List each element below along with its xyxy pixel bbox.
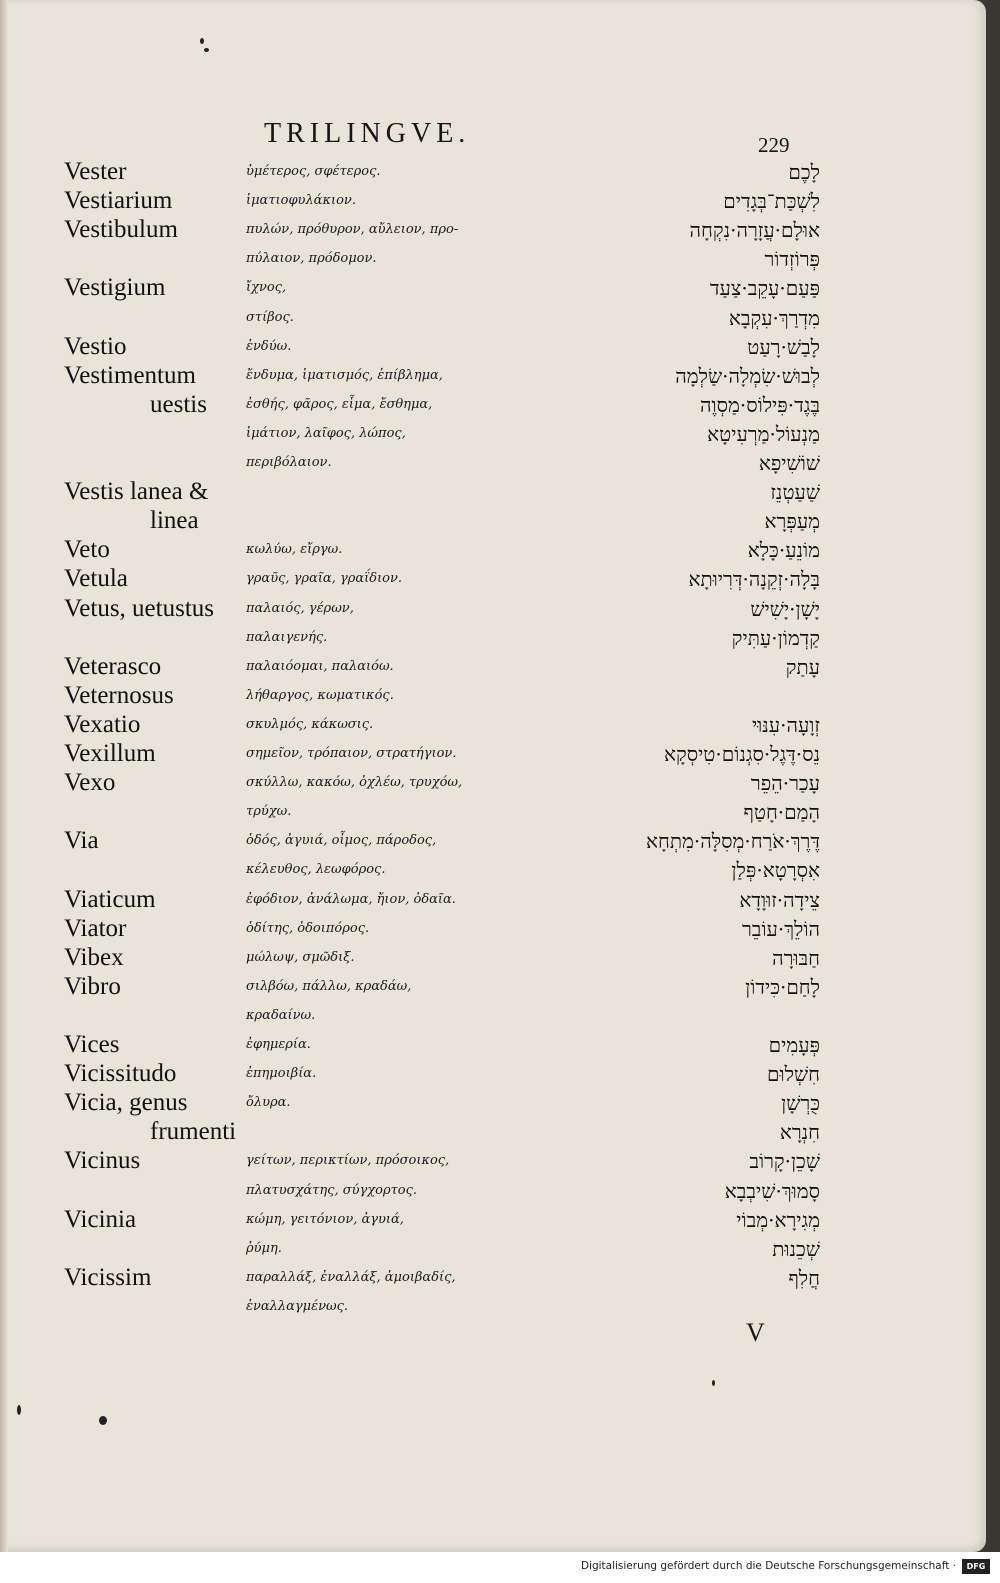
latin-headword: Viator [64, 914, 127, 942]
hebrew-gloss: שׁוֹשִׁיפָא [758, 451, 820, 475]
greek-gloss: ἐπημοιβία. [246, 1066, 317, 1082]
entry-row [0, 711, 986, 740]
catchword: V [746, 1318, 765, 1347]
hebrew-gloss: פַּעַם·עָקֵב·צַעַד [709, 276, 820, 301]
latin-headword: uestis [150, 390, 207, 418]
greek-gloss: παραλλάξ, ἐναλλάξ, ἀμοιβαδίς, [246, 1269, 456, 1285]
latin-headword: Via [64, 827, 99, 855]
hebrew-gloss: מוֹנֵעַ·כָּלָא [747, 538, 820, 563]
hebrew-gloss: חִשְׁלוּם [767, 1062, 820, 1087]
latin-headword: Vicissim [64, 1263, 152, 1291]
hebrew-gloss: חֲלִף [788, 1265, 820, 1290]
latin-headword: Vestis lanea & [64, 478, 209, 506]
page-number: 229 [758, 133, 790, 157]
hebrew-gloss: מְגִירָא·מְבוֹי [736, 1207, 820, 1232]
greek-gloss: ἐφημερία. [246, 1037, 311, 1052]
hebrew-gloss: עָתַק [785, 654, 820, 679]
ink-speck [712, 1380, 715, 1386]
greek-gloss: ἐφόδιον, ἀνάλωμα, ἤιον, ὀδαῖα. [246, 891, 456, 907]
latin-headword: frumenti [150, 1118, 237, 1146]
entry-row [0, 682, 986, 711]
entry-row [0, 507, 986, 536]
greek-gloss: παλαιόομαι, παλαιόω. [246, 658, 394, 674]
dfg-logo: DFG [962, 1559, 990, 1574]
hebrew-gloss: אוּלָם·עֲזָרָה·נִקְחָה [689, 218, 820, 243]
hebrew-gloss: בָּלָה·זְקֵנָה·דְּרִיוּתָא [688, 567, 820, 592]
greek-gloss: κώμη, γειτόνιον, ἀγυιά, [246, 1211, 404, 1227]
hebrew-gloss: פְּרוֹזְדוֹר [764, 247, 820, 272]
entry-row [0, 274, 986, 303]
greek-gloss: κραδαίνω. [246, 1007, 316, 1023]
latin-headword: Vestigium [64, 274, 166, 302]
entry-row [0, 856, 986, 885]
entry-row [0, 915, 986, 944]
hebrew-gloss: בֶּגֶד·פִּילוֹס·מַסְוֶה [700, 392, 820, 417]
entry-row [0, 1002, 986, 1031]
latin-headword: Vicissitudo [64, 1060, 177, 1088]
hebrew-gloss: שְׁכֵנוּת [772, 1236, 820, 1261]
hebrew-gloss: חִנְרָא [779, 1120, 820, 1145]
entry-row [0, 1177, 986, 1206]
latin-headword: Vestibulum [64, 216, 178, 244]
latin-headword: Veterasco [64, 652, 162, 680]
entry-row [0, 1031, 986, 1060]
latin-headword: Vexillum [64, 740, 156, 767]
latin-headword: Vetus, uetustus [64, 594, 214, 622]
latin-headword: Viaticum [64, 885, 156, 913]
greek-gloss: πλατυσχάτης, σύγχορτος. [246, 1182, 418, 1198]
entry-row [0, 1235, 986, 1264]
greek-gloss: ἐνδύω. [246, 338, 292, 354]
greek-gloss: κέλευθος, λεωφόρος. [246, 862, 386, 878]
footer-bar [0, 1552, 1000, 1583]
greek-gloss: ἐσθής, φᾶρος, εἷμα, ἔσθημα, [246, 396, 433, 412]
latin-headword: Vetula [64, 565, 128, 593]
footer-credit: Digitalisierung gefördert durch die Deutsche Forschungsgemeinschaft · [580, 1560, 956, 1572]
latin-headword: Vestiarium [64, 187, 173, 215]
entry-row [0, 624, 986, 653]
hebrew-gloss: לָבַשׁ·רָעַט [747, 334, 820, 359]
entry-row [0, 304, 986, 333]
hebrew-gloss: קַדְמוֹן·עַתִּיק [731, 625, 820, 650]
greek-gloss: στίβος. [246, 309, 294, 325]
greek-gloss: κωλύω, εἴργω. [246, 542, 343, 558]
running-head: TRILINGVE. [264, 118, 471, 149]
greek-gloss: πύλαιον, πρόδομον. [246, 251, 377, 267]
greek-gloss: πυλών, πρόθυρον, αὔλειον, προ- [246, 222, 459, 238]
greek-gloss: σιλβόω, πάλλω, κραδάω, [246, 978, 412, 994]
hebrew-gloss: לִשְׁכַּת־בְּגָדִים [723, 189, 820, 214]
greek-gloss: σκυλμός, κάκωσις. [246, 716, 374, 732]
entry-row [0, 420, 986, 449]
greek-gloss: ἱμάτιον, λαῖφος, λώπος, [246, 425, 406, 441]
latin-headword: linea [150, 507, 199, 535]
entry-row [0, 944, 986, 973]
hebrew-gloss: מְעַפְּרָא [764, 509, 820, 534]
greek-gloss: ἴχνος, [246, 280, 287, 296]
greek-gloss: περιβόλαιον. [246, 455, 332, 470]
entry-row [0, 827, 986, 856]
entry-row [0, 1118, 986, 1147]
latin-headword: Vicinus [64, 1147, 141, 1175]
hebrew-gloss: שָׁכֵן·קָרוֹב [749, 1149, 820, 1174]
entry-row [0, 158, 986, 187]
greek-gloss: ὑμέτερος, σφέτερος. [246, 164, 381, 179]
ink-speck [204, 48, 209, 52]
latin-headword: Vexatio [64, 710, 141, 738]
latin-headword: Vestimentum [64, 361, 196, 389]
greek-gloss: ὁδίτης, ὁδοιπόρος. [246, 920, 370, 936]
latin-headword: Vices [64, 1031, 120, 1058]
entry-row [0, 1206, 986, 1235]
hebrew-gloss: חַבּוּרָה [772, 945, 820, 970]
entry-row [0, 973, 986, 1002]
latin-headword: Veto [64, 536, 110, 564]
hebrew-gloss: כֻּרְשָׁן [781, 1091, 820, 1116]
latin-headword: Vibro [64, 972, 121, 1000]
entry-row [0, 1264, 986, 1293]
latin-headword: Vestio [64, 332, 127, 360]
greek-gloss: γραῦς, γραῖα, γραΐδιον. [246, 571, 403, 587]
entry-row [0, 595, 986, 624]
ink-speck [99, 1416, 107, 1425]
entry-row [0, 565, 986, 594]
greek-gloss: παλαιγενής. [246, 629, 328, 645]
latin-headword: Vicinia [64, 1205, 137, 1233]
hebrew-gloss: עָכַר·הֵפֵר [750, 771, 820, 796]
greek-gloss: τρύχω. [246, 804, 292, 820]
greek-gloss: σκύλλω, κακόω, ὀχλέω, τρυχόω, [246, 775, 463, 791]
entry-row [0, 798, 986, 827]
hebrew-gloss: לָחַם·כִּידוֹן [745, 974, 820, 999]
entry-row [0, 769, 986, 798]
entry-row [0, 740, 986, 769]
entry-row [0, 391, 986, 420]
hebrew-gloss: הָמַם·חָטַף [743, 800, 820, 825]
entry-row [0, 478, 986, 507]
greek-gloss: μώλωψ, σμῶδιξ. [246, 949, 355, 965]
entry-row [0, 245, 986, 274]
entry-row [0, 886, 986, 915]
hebrew-gloss: סָמוּךְ·שִׁיבְבָא [724, 1178, 820, 1203]
greek-gloss: γείτων, περικτίων, πρόσοικος, [246, 1153, 450, 1169]
entry-row [0, 1293, 986, 1322]
hebrew-gloss: לְבוּשׁ·שִׂמְלָה·שַׂלְמָה [675, 363, 820, 388]
greek-gloss: ἱματιοφυλάκιον. [246, 193, 356, 209]
hebrew-gloss: דֶּרֶךְ·אֹרַח·מְסִלָּה·מִתְחָא [646, 829, 820, 854]
entry-row [0, 449, 986, 478]
entry-row [0, 216, 986, 245]
hebrew-gloss: מַנְעוֹל·מַרְעִיטָא [707, 421, 820, 446]
hebrew-gloss: פְּעָמִים [768, 1033, 820, 1057]
greek-gloss: ἐναλλαγμένως. [246, 1298, 349, 1314]
entry-row [0, 187, 986, 216]
hebrew-gloss: נֵס·דֶּגֶל·סִגְנוֹם·טִיסְקָא [663, 742, 820, 766]
latin-headword: Vibex [64, 943, 124, 971]
entry-row [0, 362, 986, 391]
hebrew-gloss: אִסְרָטָא·פְּלַן [731, 858, 820, 883]
entry-row [0, 1089, 986, 1118]
greek-gloss: παλαιός, γέρων, [246, 600, 354, 616]
latin-headword: Vester [64, 158, 127, 185]
entry-row [0, 1060, 986, 1089]
hebrew-gloss: מִדְרַךְ·עִקְבָא [728, 305, 820, 330]
hebrew-gloss: זְוָעָה·עִנּוּי [751, 712, 820, 737]
entry-row [0, 333, 986, 362]
hebrew-gloss: לָכֶם [788, 160, 820, 184]
ink-speck [17, 1405, 21, 1415]
hebrew-gloss: יָשָׁן·יָשִׁישׁ [750, 596, 820, 621]
greek-gloss: ὁδός, ἀγυιά, οἶμος, πάροδος, [246, 833, 437, 849]
entry-row [0, 653, 986, 682]
hebrew-gloss: צֵידָה·זוּוָדָא [739, 887, 820, 912]
greek-gloss: λήθαργος, κωματικός. [246, 687, 394, 703]
hebrew-gloss: שַׁעַטְנֵז [770, 480, 820, 505]
latin-headword: Vicia, genus [64, 1089, 188, 1117]
latin-headword: Vexo [64, 769, 116, 797]
greek-gloss: ὄλυρα. [246, 1095, 291, 1111]
entry-row [0, 536, 986, 565]
entry-row [0, 1147, 986, 1176]
ink-speck [200, 38, 204, 44]
greek-gloss: ἔνδυμα, ἱματισμός, ἐπίβλημα, [246, 367, 443, 383]
latin-headword: Veternosus [64, 681, 174, 709]
hebrew-gloss: הוֹלֵךְ·עוֹבֵר [741, 916, 820, 941]
greek-gloss: ῥύμη. [246, 1240, 282, 1256]
greek-gloss: σημεῖον, τρόπαιον, στρατήγιον. [246, 746, 457, 761]
